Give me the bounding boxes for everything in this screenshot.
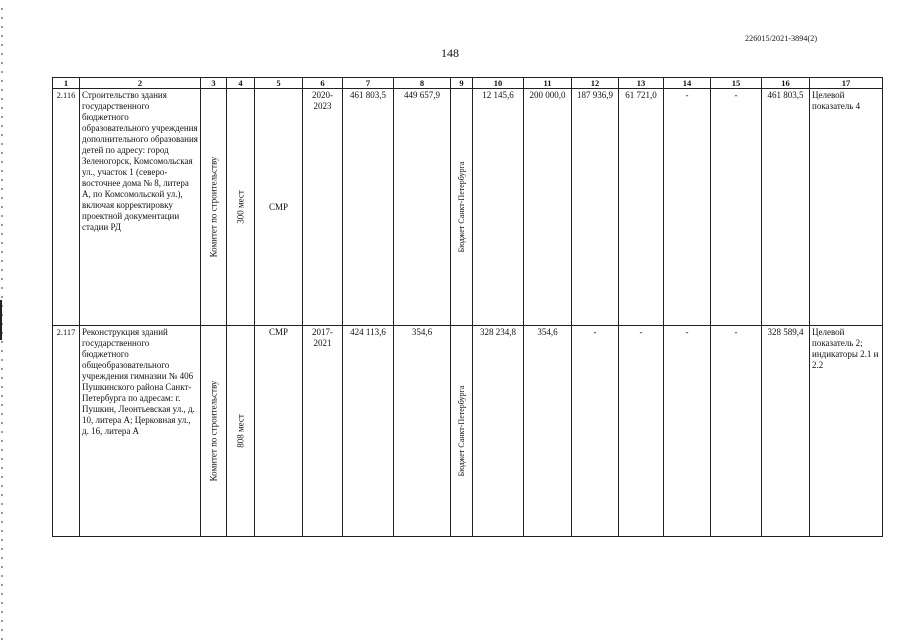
- value-col15: -: [711, 89, 762, 326]
- object-name: Реконструкция зданий государственного бюджетного общеобразовательного учреждения гимназии № 406 Пушкинского района Санкт-Петербурга по адресам: г. Пушкин, Леонтьевская ул., д. 10, литера А; Церковная ул., д. 16, литера А: [80, 326, 201, 537]
- source-cell: [451, 89, 473, 326]
- work-type: СМР: [255, 326, 303, 537]
- table-row: [53, 326, 883, 537]
- col-header: 9: [451, 78, 473, 89]
- document-id: 226015/2021-3894(2): [745, 34, 818, 43]
- col-header: 17: [810, 78, 883, 89]
- value-col12: -: [572, 326, 619, 537]
- value-col10: 328 234,8: [473, 326, 524, 537]
- col-header: 8: [394, 78, 451, 89]
- table-row: [53, 89, 883, 326]
- row-number: 2.116: [53, 89, 80, 326]
- source-cell: [451, 326, 473, 537]
- value-col12: 187 936,9: [572, 89, 619, 326]
- col-header: 2: [80, 78, 201, 89]
- scan-edge-marks: [0, 0, 6, 640]
- col-header: 3: [201, 78, 227, 89]
- col-header: 12: [572, 78, 619, 89]
- value-col13: 61 721,0: [619, 89, 664, 326]
- value-col15: -: [711, 326, 762, 537]
- indicator: Целевой показатель 2; индикаторы 2.1 и 2.2: [810, 326, 883, 537]
- period: 2020-2023: [303, 89, 343, 326]
- col-header: 11: [524, 78, 572, 89]
- row-number: 2.117: [53, 326, 80, 537]
- col-header: 4: [227, 78, 255, 89]
- source-text: Бюджет Санкт-Петербурга: [456, 385, 466, 477]
- value-col14: -: [664, 89, 711, 326]
- responsible-cell: [201, 89, 227, 326]
- value-col10: 12 145,6: [473, 89, 524, 326]
- capacity-cell: [227, 326, 255, 537]
- responsible-cell: [201, 326, 227, 537]
- col-header: 13: [619, 78, 664, 89]
- value-col14: -: [664, 326, 711, 537]
- value-col11: 354,6: [524, 326, 572, 537]
- col-header: 5: [255, 78, 303, 89]
- object-name: Строительство здания государственного бюджетного образовательного учреждения дополнительного образования детей по адресу: город Зеленогорск, Комсомольская ул., участок 1 (северо-восточнее дома № 8, литера А, по Комсомольской ул.), включая корректировку проектной документации стадии РД: [80, 89, 201, 326]
- source-text: Бюджет Санкт-Петербурга: [456, 161, 466, 253]
- value-col8: 354,6: [394, 326, 451, 537]
- capacity-text: 808 мест: [235, 414, 246, 449]
- capacity-cell: [227, 89, 255, 326]
- indicator: Целевой показатель 4: [810, 89, 883, 326]
- program-table: [52, 77, 883, 537]
- work-type: СМР: [255, 89, 303, 326]
- value-col7: 461 803,5: [343, 89, 394, 326]
- value-col16: 328 589,4: [762, 326, 810, 537]
- col-header: 6: [303, 78, 343, 89]
- value-col8: 449 657,9: [394, 89, 451, 326]
- value-col7: 424 113,6: [343, 326, 394, 537]
- value-col16: 461 803,5: [762, 89, 810, 326]
- col-header: 7: [343, 78, 394, 89]
- col-header: 16: [762, 78, 810, 89]
- value-col13: -: [619, 326, 664, 537]
- col-header: 14: [664, 78, 711, 89]
- capacity-text: 300 мест: [235, 190, 246, 225]
- period: 2017-2021: [303, 326, 343, 537]
- page-number: 148: [441, 46, 459, 60]
- column-number-row: [53, 78, 883, 89]
- col-header: 10: [473, 78, 524, 89]
- responsible-text: Комитет по строительству: [208, 380, 219, 482]
- col-header: 15: [711, 78, 762, 89]
- value-col11: 200 000,0: [524, 89, 572, 326]
- responsible-text: Комитет по строительству: [208, 156, 219, 258]
- col-header: 1: [53, 78, 80, 89]
